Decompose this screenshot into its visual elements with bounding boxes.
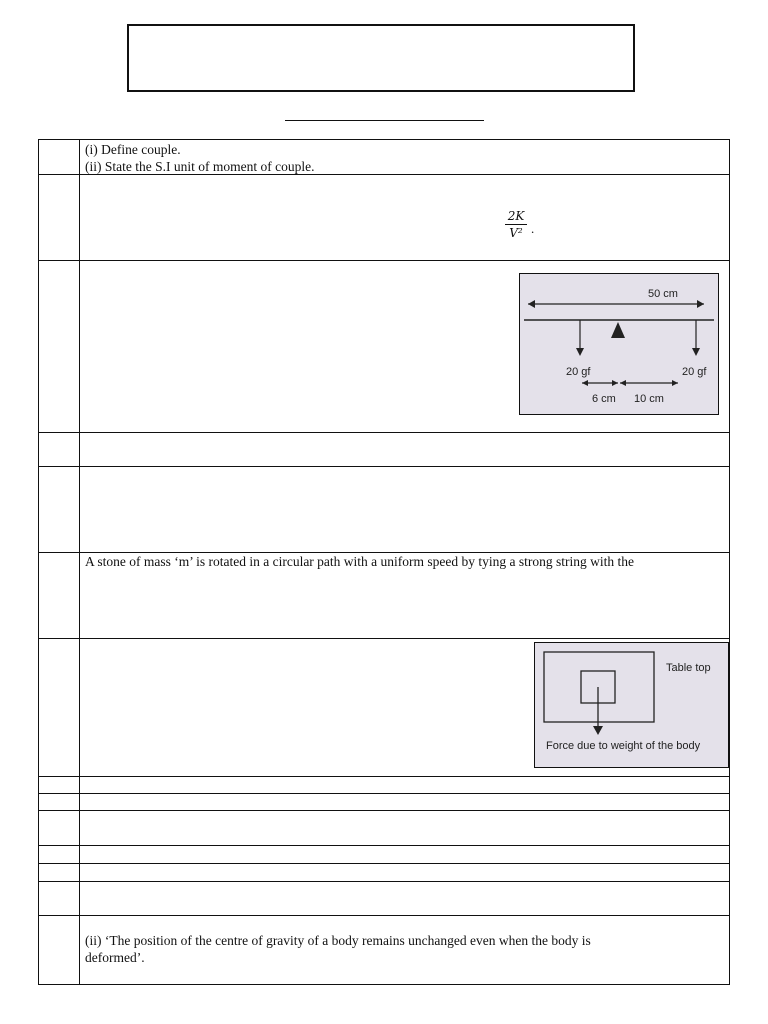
question-number-cell (39, 261, 80, 432)
formula-fraction (505, 209, 527, 240)
lever-figure (519, 273, 719, 415)
question-content-cell (79, 140, 729, 174)
question-number-cell (39, 140, 80, 174)
fraction-denominator: V² (509, 226, 523, 240)
question-row-1 (38, 139, 730, 175)
question-content-cell (79, 553, 729, 638)
question-number-cell (39, 553, 80, 638)
lever-diagram (520, 274, 718, 414)
question-number-cell (39, 467, 80, 552)
question-text-line: (i) Define couple. (85, 142, 181, 157)
title-box (127, 24, 635, 92)
question-number-cell (39, 846, 80, 863)
question-row-8 (38, 776, 730, 794)
question-content-cell (79, 639, 729, 776)
formula-period: . (531, 221, 535, 236)
right-distance-label: 10 cm (634, 393, 664, 405)
question-number-cell (39, 882, 80, 915)
question-row-5 (38, 466, 730, 553)
question-content-cell (79, 916, 729, 984)
question-row-2 (38, 174, 730, 261)
question-row-11 (38, 845, 730, 864)
question-number-cell (39, 433, 80, 466)
question-text-line: (ii) State the S.I unit of moment of couple. (85, 159, 315, 174)
table-top-diagram (535, 643, 728, 767)
question-number-cell (39, 811, 80, 845)
question-number-cell (39, 175, 80, 260)
table-top-label: Table top (666, 662, 711, 674)
question-row-12 (38, 863, 730, 882)
left-distance-label: 6 cm (592, 393, 616, 405)
question-row-9 (38, 793, 730, 811)
question-number-cell (39, 777, 80, 793)
length-label: 50 cm (648, 288, 678, 300)
question-row-13 (38, 881, 730, 916)
question-row-6 (38, 552, 730, 639)
left-force-label: 20 gf (566, 366, 591, 378)
question-row-7 (38, 638, 730, 777)
title-underline (285, 120, 484, 121)
table-top-figure (534, 642, 729, 768)
question-number-cell (39, 916, 80, 984)
question-text-line: A stone of mass ‘m’ is rotated in a circular path with a uniform speed by tying a strong string with the (85, 554, 635, 569)
question-row-10 (38, 810, 730, 846)
question-content-cell (79, 261, 729, 432)
question-row-14 (38, 915, 730, 985)
question-row-3 (38, 260, 730, 433)
question-content-cell (79, 433, 729, 466)
question-number-cell (39, 794, 80, 810)
question-text-line: (ii) ‘The position of the centre of gravity of a body remains unchanged even when the body is (85, 933, 591, 948)
question-content-cell (79, 467, 729, 552)
question-text-line: deformed’. (85, 950, 145, 965)
question-number-cell (39, 639, 80, 776)
fraction-bar (505, 224, 527, 225)
question-number-cell (39, 864, 80, 881)
fraction-numerator: 2K (507, 209, 525, 223)
weight-force-label: Force due to weight of the body (546, 740, 701, 752)
right-force-label: 20 gf (682, 366, 707, 378)
question-content-cell (79, 175, 729, 260)
question-row-4 (38, 432, 730, 467)
